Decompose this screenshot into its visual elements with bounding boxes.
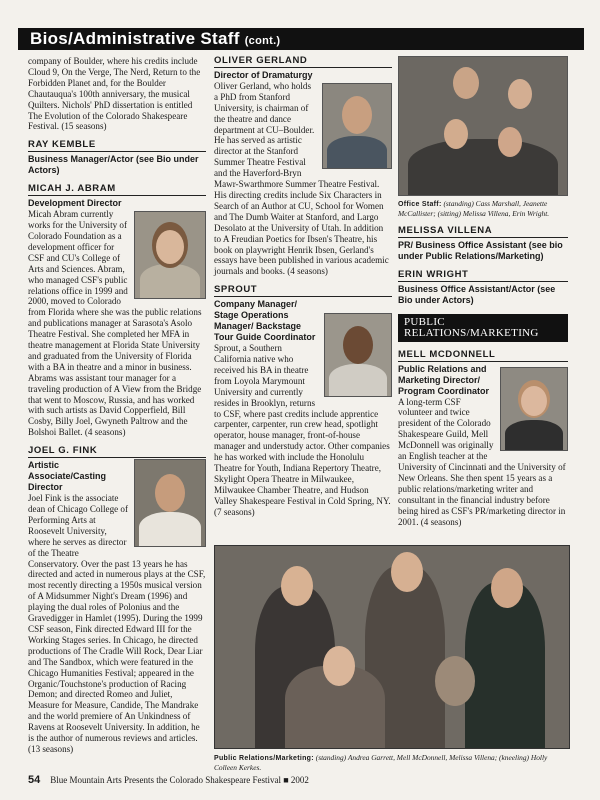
mcdonnell-photo	[500, 367, 568, 451]
mcdonnell-bio: A long-term CSF volunteer and twice president of the Colorado Shakespeare Guild, Mell McDonnell was originally an English teacher at the University of Cincinnati and the University of New Orleans. She then spent 15 years as a public relations/marketing writer and consultant in the financial industry before being hired as CSF's PR/marketing director in 2001. (4 seasons)	[398, 396, 566, 527]
kemble-name: RAY KEMBLE	[28, 140, 206, 152]
footer-text: Blue Mountain Arts Presents the Colorado Shakespeare Festival ■ 2002	[50, 775, 309, 785]
office-staff-photo	[398, 56, 568, 196]
mcdonnell-name: MELL MCDONNELL	[398, 350, 568, 362]
gerland-role: Director of Dramaturgy	[214, 69, 313, 80]
section-banner	[18, 28, 584, 50]
kemble-role: Business Manager/Actor (see Bio under Actors)	[28, 154, 199, 176]
fink-bio: Joel Fink is the associate dean of Chicago College of Performing Arts at Roosevelt University, where he serves as director of the Theatre Conservatory. Over the past 13 years he has directed and acted in numerous plays at the CSF, most recently directing a 1950s musical version of A Midsummer Night's Dream (1996) and playing the dual roles of Polonius and the Gravedigger in Hamlet (1995). During the 1999 CSF season, Fink directed Edward III for the Working Stages series. In Chicago, he directed productions of The Cradle Will Rock, Dear Liar and The Sandbox, which were featured in the Chicago Humanities Festival; appeared in the Organic/Touchstone's production of Racing Demon; and directed Romeo and Juliet, Measure for Measure, Candide, The Mandrake and the world premiere of An Unkindness of Ravens at Roosevelt University. In addition, he is the author of numerous reviews and articles. (13 seasons)	[28, 493, 206, 754]
pr-marketing-caption: Public Relations/Marketing: (standing) Andrea Garrett, Mell McDonnell, Melissa Villena; (kneeling) Holly Colleen Kerkes.	[214, 753, 548, 772]
banner-title: Bios/Administrative Staff	[30, 29, 240, 48]
mcdonnell-role: Public Relations and Marketing Director/ Program Coordinator	[398, 363, 490, 396]
sprout-role: Company Manager/ Stage Operations Manager/ Backstage Tour Guide Coordinator	[214, 299, 316, 343]
fink-photo	[134, 459, 206, 547]
abram-photo	[134, 211, 206, 299]
gerland-photo	[322, 83, 392, 169]
page-footer	[28, 774, 309, 786]
page-number: 54	[28, 774, 41, 786]
abram-bio: Micah Abram currently works for the University of Colorado Foundation as a development officer for CSF and CU's College of Arts and Sciences. Abram, who managed CSF's public relations office in 1999 and 2000, moved to Colorado from Florida where she was the public relations and publications manager at Sarasota's Asolo Theatre Festival. She completed her MFA in theatre management at Florida State University and graduated from the University of Florida with a BA in theatre and a minor in business. Abrams was assistant tour manager for a traveling production of A View from the Bridge that went to Moscow, Russia, and has worked with such artists as David Copperfield, Bill Cosby, Billy Joel, Gwyneth Paltrow and the Bolshoi Ballet. (4 seasons)	[28, 209, 202, 438]
sprout-photo	[324, 313, 392, 397]
pr-marketing-photo	[214, 545, 570, 749]
fink-role: Artistic Associate/Casting Director	[28, 460, 107, 493]
column-2	[214, 56, 392, 518]
wright-role: Business Office Assistant/Actor (see Bio under Actors)	[398, 283, 556, 305]
office-staff-caption: Office Staff: (standing) Cass Marshall, Jeanette McCallister; (sitting) Melissa Villena, Erin Wright.	[398, 199, 550, 218]
abram-role: Development Director	[28, 198, 122, 209]
abram-name: MICAH J. ABRAM	[28, 184, 206, 196]
sprout-bio: Sprout, a Southern California native who received his BA in theatre from Loyola Marymount University and currently resides in Brooklyn, returns to CSF, where past credits include apprentice carpenter, carpenter, run crew head, spotlight operator, house manager, front-of-house manager and understudy actor. Other companies he has worked with include the Honolulu Theatre for Youth, Indiana Repertory Theatre, Skylight Opera Theatre in Milwaukee, Milwaukee Chamber Theatre, and Hudson Valley Shakespeare Festival in Cold Spring, NY. (7 seasons)	[214, 343, 391, 517]
column-1	[28, 56, 206, 755]
villena-name: MELISSA VILLENA	[398, 226, 568, 238]
pr-section-heading: PUBLIC RELATIONS/MARKETING	[398, 314, 568, 342]
banner-cont: (cont.)	[244, 35, 281, 47]
sprout-name: SPROUT	[214, 285, 392, 297]
gerland-bio: Oliver Gerland, who holds a PhD from Stanford University, is chairman of the theatre and dance department at CU–Boulder. He has served as artistic director at the Stanford Summer Theatre Festival and the Haverford-Bryn Mawr-Swarthmore Summer Theatre Festival. His directing credits include Six Characters in Search of an Author at CU, School for Women and The Dumb Waiter at Stanford, and Largo Desolato at the University of Utah. In addition to A Freudian Poetics for Ibsen's Theatre, his book on playwright Henrik Ibsen, Gerland's essays have been published in various academic journals and books. (4 seasons)	[214, 80, 389, 277]
wright-name: ERIN WRIGHT	[398, 270, 568, 282]
nichols-bio-continued: company of Boulder, where his credits include Cloud 9, On the Verge, The Nerd, Return to the Forbidden Planet and, for the Boulder Chautauqua's 100th anniversary, the musical Quilters. Nichols' PhD dissertation is entitled The Evolution of the Colorado Shakespeare Festival. (15 seasons)	[28, 56, 201, 132]
villena-role: PR/ Business Office Assistant (see bio under Public Relations/Marketing)	[398, 239, 563, 261]
gerland-name: OLIVER GERLAND	[214, 56, 392, 68]
column-3	[398, 56, 568, 527]
fink-name: JOEL G. FINK	[28, 446, 206, 458]
